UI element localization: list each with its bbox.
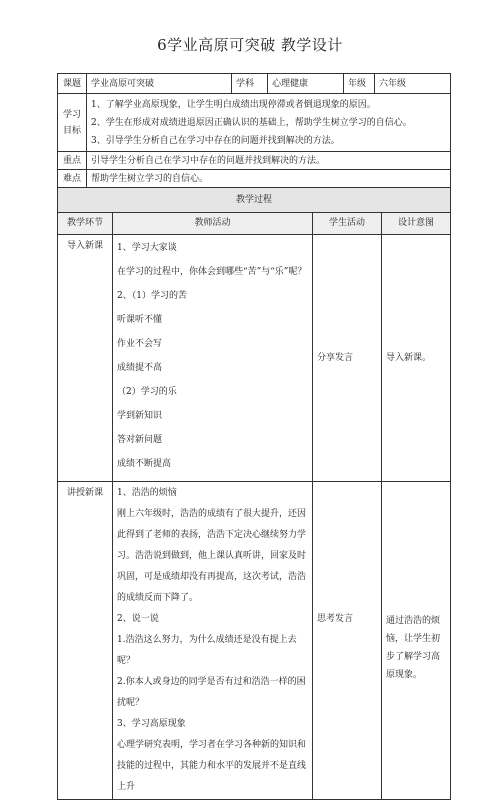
- lesson-plan-table: [57, 73, 450, 800]
- key-point-label: 重点: [58, 152, 87, 170]
- text-line: 在学习的过程中，你体会到哪些“苦”与“乐”呢？: [117, 266, 307, 277]
- lesson-row: [58, 481, 451, 799]
- intro-stage: 导入新课: [58, 234, 113, 481]
- text-line: （2）学习的乐: [117, 386, 177, 397]
- document-title: 6学业高原可突破 教学设计: [157, 36, 343, 54]
- intro-intent: 导入新课。: [382, 234, 451, 481]
- objective-item: 2、学生在形成对成绩进退原因正确认识的基础上，帮助学生树立学习的自信心。: [91, 117, 412, 128]
- text-line: 1、浩浩的烦恼: [117, 487, 177, 498]
- header-stage: 教学环节: [58, 212, 113, 234]
- intro-teacher-activity: [113, 234, 313, 481]
- text-line: 2、说一说: [117, 613, 159, 624]
- intro-row: [58, 234, 451, 481]
- lesson-stage: 讲授新课: [58, 481, 113, 799]
- lesson-teacher-activity: [113, 481, 313, 799]
- grade-label: 年级: [344, 74, 375, 94]
- key-point-row: [58, 152, 451, 170]
- objectives-list: [87, 94, 451, 152]
- info-row: [58, 74, 451, 94]
- text-line: 学到新知识: [117, 410, 163, 421]
- lesson-student-activity: 思考发言: [313, 481, 382, 799]
- objectives-row: [58, 94, 451, 152]
- text-paragraph: 心理学研究表明，学习者在学习各种新的知识和技能的过程中，其能力和水平的发展并不是直线上升: [117, 739, 307, 792]
- text-line: 1、学习大家谈: [117, 242, 177, 253]
- text-line: 1.浩浩这么努力，为什么成绩还是没有提上去呢？: [117, 634, 297, 666]
- text-paragraph: 刚上六年级时，浩浩的成绩有了很大提升，还因此得到了老师的表扬，浩浩下定决心继续努力学习。浩浩说到做到，他上课认真听讲，回家及时巩固，可是成绩却没有再提高，这次考试，浩浩的成绩反而下降了。: [117, 508, 307, 603]
- process-title-row: [58, 188, 451, 212]
- process-title: 教学过程: [58, 188, 451, 212]
- difficulty-value: 帮助学生树立学习的自信心。: [87, 170, 451, 188]
- difficulty-label: 难点: [58, 170, 87, 188]
- header-intent: 设计意图: [382, 212, 451, 234]
- text-line: 2、（1）学习的苦: [117, 290, 187, 301]
- text-line: 答对新问题: [117, 434, 163, 445]
- lesson-intent: 通过浩浩的烦恼，让学生初步了解学习高原现象。: [382, 481, 451, 799]
- text-line: 作业不会写: [117, 338, 163, 349]
- intro-student-activity: 分享发言: [313, 234, 382, 481]
- text-line: 听课听不懂: [117, 314, 163, 325]
- subject-value: 心理健康: [268, 74, 344, 94]
- header-student: 学生活动: [313, 212, 382, 234]
- topic-value: 学业高原可突破: [87, 74, 232, 94]
- process-header-row: [58, 212, 451, 234]
- topic-label: 课题: [58, 74, 87, 94]
- grade-value: 六年级: [375, 74, 451, 94]
- key-point-value: 引导学生分析自己在学习中存在的问题并找到解决的方法。: [87, 152, 451, 170]
- text-line: 成绩提不高: [117, 362, 163, 373]
- objective-item: 3、引导学生分析自己在学习中存在的问题并找到解决的方法。: [91, 135, 340, 146]
- objective-item: 1、了解学业高原现象，让学生明白成绩出现停滞或者倒退现象的原因。: [91, 99, 376, 110]
- objectives-label: 学习目标: [58, 94, 87, 152]
- difficulty-row: [58, 170, 451, 188]
- header-teacher: 教师活动: [113, 212, 313, 234]
- text-line: 成绩不断提高: [117, 458, 172, 469]
- text-line: 3、学习高原现象: [117, 718, 186, 729]
- subject-label: 学科: [232, 74, 268, 94]
- text-line: 2.你本人或身边的同学是否有过和浩浩一样的困扰呢？: [117, 676, 306, 708]
